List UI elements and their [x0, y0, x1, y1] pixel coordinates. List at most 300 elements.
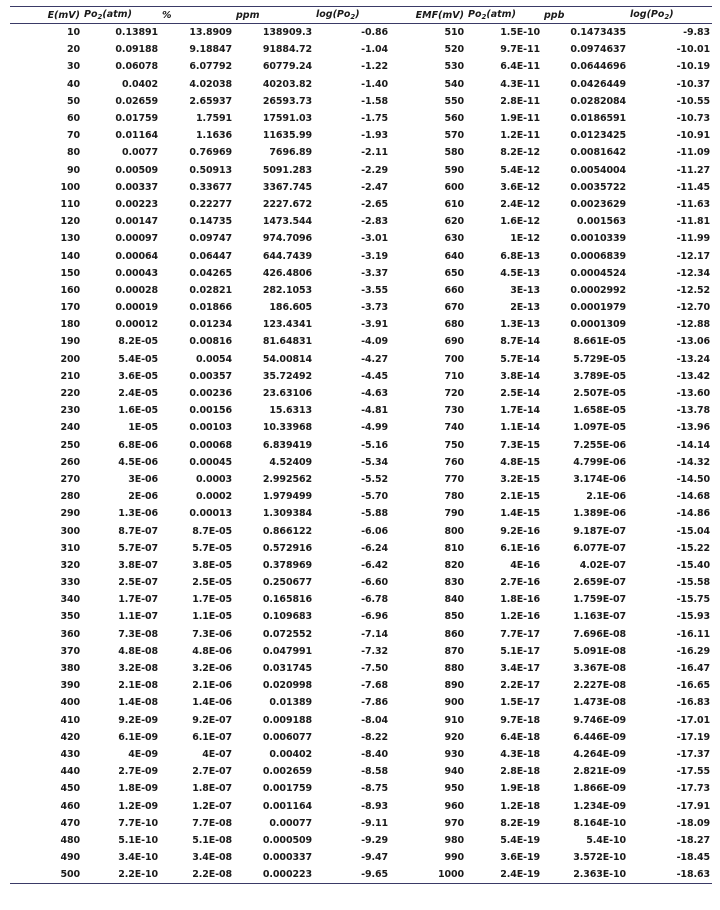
- table-cell: 2.1E-08: [118, 680, 158, 692]
- table-cell: -4.27: [361, 353, 388, 365]
- table-cell: 2.2E-17: [500, 680, 540, 692]
- table-cell: 2.5E-05: [192, 577, 232, 589]
- table-cell: -13.96: [676, 422, 710, 434]
- table-cell: 0.006077: [262, 731, 312, 743]
- table-cell: 880: [444, 663, 464, 675]
- table-cell: 0.165816: [262, 594, 312, 606]
- table-cell: 8.2E-12: [500, 147, 540, 159]
- table-cell: 4.264E-09: [573, 748, 626, 760]
- table-cell: -2.65: [361, 198, 388, 210]
- table-cell: 5.4E-10: [586, 834, 626, 846]
- table-cell: 974.7096: [262, 233, 312, 245]
- table-cell: 5.4E-19: [500, 834, 540, 846]
- table-cell: 330: [60, 577, 80, 589]
- table-row: [10, 540, 712, 557]
- table-cell: 1.8E-09: [118, 783, 158, 795]
- table-cell: -9.29: [361, 834, 388, 846]
- table-cell: 500: [60, 869, 80, 881]
- table-cell: -13.78: [676, 405, 710, 417]
- table-cell: 2.2E-08: [192, 869, 232, 881]
- table-cell: 35.72492: [262, 370, 312, 382]
- table-cell: 1E-05: [128, 422, 158, 434]
- table-row: [10, 162, 712, 179]
- table-cell: 6.8E-13: [500, 250, 540, 262]
- table-cell: 0.0054004: [570, 164, 626, 176]
- table-cell: 26593.73: [262, 95, 312, 107]
- table-cell: 0.00028: [115, 284, 158, 296]
- table-cell: 0.0006839: [570, 250, 626, 262]
- table-cell: 370: [60, 645, 80, 657]
- table-row: [10, 522, 712, 539]
- table-cell: 750: [444, 439, 464, 451]
- table-cell: 3.6E-19: [500, 852, 540, 864]
- table-cell: 0.06078: [115, 61, 158, 73]
- table-cell: 4.5E-06: [118, 456, 158, 468]
- table-cell: 840: [444, 594, 464, 606]
- table-cell: 4.02038: [189, 78, 232, 90]
- table-cell: 2227.672: [262, 198, 312, 210]
- table-cell: 0.0002992: [570, 284, 626, 296]
- table-cell: 0.000337: [262, 852, 312, 864]
- table-row: [10, 76, 712, 93]
- table-cell: 8.7E-14: [500, 336, 540, 348]
- table-cell: -6.60: [361, 577, 388, 589]
- table-cell: 0.378969: [262, 559, 312, 571]
- table-cell: -15.58: [676, 577, 710, 589]
- table-cell: -3.19: [361, 250, 388, 262]
- table-cell: 0.00402: [269, 748, 312, 760]
- table-cell: -8.40: [361, 748, 388, 760]
- table-cell: 7.696E-08: [573, 628, 626, 640]
- table-cell: 680: [444, 319, 464, 331]
- table-cell: 0.031745: [262, 663, 312, 675]
- table-cell: 3.6E-05: [118, 370, 158, 382]
- table-cell: 8.661E-05: [573, 336, 626, 348]
- table-cell: 0.866122: [262, 525, 312, 537]
- table-row: [10, 93, 712, 110]
- table-cell: 0.00077: [269, 817, 312, 829]
- table-cell: 2.363E-10: [573, 869, 626, 881]
- table-cell: -5.16: [361, 439, 388, 451]
- table-cell: 4E-07: [202, 748, 232, 760]
- table-cell: -4.63: [361, 388, 388, 400]
- column-header-text: log(Po: [630, 9, 665, 20]
- table-cell: 120: [60, 216, 80, 228]
- table-cell: 3.4E-17: [500, 663, 540, 675]
- table-cell: -2.47: [361, 181, 388, 193]
- table-cell: 1.4E-15: [500, 508, 540, 520]
- table-cell: 250: [60, 439, 80, 451]
- table-row: [10, 402, 712, 419]
- table-cell: 0.0003: [195, 473, 232, 485]
- table-cell: -2.11: [361, 147, 388, 159]
- table-cell: 860: [444, 628, 464, 640]
- table-cell: 410: [60, 714, 80, 726]
- table-cell: 282.1053: [262, 284, 312, 296]
- table-cell: 1.097E-05: [573, 422, 626, 434]
- table-row: [10, 832, 712, 849]
- table-cell: -1.75: [361, 113, 388, 125]
- table-cell: -13.06: [676, 336, 710, 348]
- table-cell: -1.58: [361, 95, 388, 107]
- table-row: [10, 58, 712, 75]
- table-cell: 0.0001309: [570, 319, 626, 331]
- table-cell: 430: [60, 748, 80, 760]
- table-cell: -12.34: [676, 267, 710, 279]
- table-cell: 3E-13: [510, 284, 540, 296]
- table-cell: -10.19: [676, 61, 710, 73]
- table-cell: 270: [60, 473, 80, 485]
- table-cell: -15.22: [676, 542, 710, 554]
- table-cell: 0.13891: [115, 27, 158, 39]
- header-row: [10, 7, 712, 24]
- table-row: [10, 729, 712, 746]
- table-cell: -3.37: [361, 267, 388, 279]
- column-header: [542, 7, 628, 24]
- table-row: [10, 437, 712, 454]
- table-cell: 0.0002: [195, 491, 232, 503]
- column-header-unit: (atm): [486, 9, 516, 20]
- table-cell: 180: [60, 319, 80, 331]
- table-cell: 0.00103: [189, 422, 232, 434]
- table-cell: -16.65: [676, 680, 710, 692]
- table-row: [10, 574, 712, 591]
- table-cell: 123.4341: [262, 319, 312, 331]
- table-row: [10, 265, 712, 282]
- table-row: [10, 660, 712, 677]
- table-cell: 2.65937: [189, 95, 232, 107]
- table-cell: 0.00816: [189, 336, 232, 348]
- table-cell: 0.0123425: [570, 130, 626, 142]
- table-cell: 320: [60, 559, 80, 571]
- table-cell: 0.01234: [189, 319, 232, 331]
- table-cell: -11.45: [676, 181, 710, 193]
- table-cell: 4.02E-07: [579, 559, 626, 571]
- table-cell: 5.7E-07: [118, 542, 158, 554]
- column-header: [82, 7, 160, 24]
- table-cell: 0.109683: [262, 611, 312, 623]
- table-cell: 0.00068: [189, 439, 232, 451]
- table-cell: 0.072552: [262, 628, 312, 640]
- table-cell: -3.01: [361, 233, 388, 245]
- table-cell: 2.4E-05: [118, 388, 158, 400]
- table-cell: 2.8E-11: [500, 95, 540, 107]
- table-cell: 0.01759: [115, 113, 158, 125]
- table-cell: 300: [60, 525, 80, 537]
- table-cell: 8.2E-19: [500, 817, 540, 829]
- table-row: [10, 849, 712, 866]
- column-header-text: Po: [468, 9, 482, 20]
- table-cell: 290: [60, 508, 80, 520]
- table-cell: 7.7E-08: [192, 817, 232, 829]
- table-cell: 6.077E-07: [573, 542, 626, 554]
- table-cell: -4.81: [361, 405, 388, 417]
- table-cell: -17.91: [676, 800, 710, 812]
- table-cell: -3.73: [361, 302, 388, 314]
- table-cell: -9.83: [683, 27, 710, 39]
- table-cell: 1.4E-06: [192, 697, 232, 709]
- table-cell: -2.83: [361, 216, 388, 228]
- table-cell: 3.2E-15: [500, 473, 540, 485]
- table-cell: 940: [444, 766, 464, 778]
- column-header-text: E(mV): [47, 9, 80, 21]
- table-row: [10, 333, 712, 350]
- column-header-subscript: 2: [350, 13, 356, 21]
- table-cell: 0.00019: [115, 302, 158, 314]
- table-cell: 740: [444, 422, 464, 434]
- table-row: [10, 110, 712, 127]
- table-cell: -8.22: [361, 731, 388, 743]
- table-cell: 150: [60, 267, 80, 279]
- table-cell: -5.52: [361, 473, 388, 485]
- table-row: [10, 505, 712, 522]
- table-cell: 910: [444, 714, 464, 726]
- table-cell: -13.24: [676, 353, 710, 365]
- table-row: [10, 608, 712, 625]
- table-cell: 3367.745: [262, 181, 312, 193]
- table-cell: 400: [60, 697, 80, 709]
- table-cell: 40: [66, 78, 80, 90]
- table-cell: -7.68: [361, 680, 388, 692]
- table-cell: 710: [444, 370, 464, 382]
- table-cell: 2.4E-19: [500, 869, 540, 881]
- table-cell: 890: [444, 680, 464, 692]
- table-cell: 2.4E-12: [500, 198, 540, 210]
- table-cell: 0.01866: [189, 302, 232, 314]
- table-cell: 0.0974637: [570, 44, 626, 56]
- table-cell: 960: [444, 800, 464, 812]
- table-cell: -11.09: [676, 147, 710, 159]
- table-cell: -8.75: [361, 783, 388, 795]
- table-cell: 6.8E-06: [118, 439, 158, 451]
- table-cell: 8.2E-05: [118, 336, 158, 348]
- table-cell: 0.76969: [189, 147, 232, 159]
- table-cell: 4.52409: [269, 456, 312, 468]
- table-cell: -14.14: [676, 439, 710, 451]
- table-cell: 4E-09: [128, 748, 158, 760]
- table-cell: 7.255E-06: [573, 439, 626, 451]
- column-header-text: EMF(mV): [415, 9, 464, 21]
- column-header-unit: (atm): [102, 9, 132, 20]
- table-cell: -10.91: [676, 130, 710, 142]
- column-header-text: log(Po: [316, 9, 351, 20]
- table-cell: 780: [444, 491, 464, 503]
- table-cell: -6.78: [361, 594, 388, 606]
- table-cell: -6.96: [361, 611, 388, 623]
- table-cell: 0.0402: [121, 78, 158, 90]
- table-cell: -4.99: [361, 422, 388, 434]
- table-cell: 980: [444, 834, 464, 846]
- table-cell: -3.55: [361, 284, 388, 296]
- table-cell: 2.5E-14: [500, 388, 540, 400]
- table-row: [10, 127, 712, 144]
- table-row: [10, 746, 712, 763]
- table-cell: 340: [60, 594, 80, 606]
- table-cell: 1.7E-14: [500, 405, 540, 417]
- table-cell: 1.3E-13: [500, 319, 540, 331]
- table-cell: 0.33677: [189, 181, 232, 193]
- table-row: [10, 316, 712, 333]
- table-cell: 700: [444, 353, 464, 365]
- table-cell: 20: [66, 44, 80, 56]
- table-cell: 0.01389: [269, 697, 312, 709]
- table-cell: 3.367E-08: [573, 663, 626, 675]
- table-cell: 0.000509: [262, 834, 312, 846]
- table-cell: 6.446E-09: [573, 731, 626, 743]
- table-row: [10, 866, 712, 883]
- table-cell: -11.99: [676, 233, 710, 245]
- column-header-subscript: 2: [97, 13, 103, 21]
- table-cell: 3.2E-06: [192, 663, 232, 675]
- table-cell: 950: [444, 783, 464, 795]
- table-cell: 900: [444, 697, 464, 709]
- table-cell: 1.1E-14: [500, 422, 540, 434]
- column-header-unit: ): [355, 9, 360, 20]
- table-row: [10, 230, 712, 247]
- table-cell: -4.09: [361, 336, 388, 348]
- table-cell: 6.1E-07: [192, 731, 232, 743]
- table-row: [10, 454, 712, 471]
- table-cell: 1.1E-05: [192, 611, 232, 623]
- table-cell: 450: [60, 783, 80, 795]
- table-cell: -17.37: [676, 748, 710, 760]
- table-cell: 2.2E-10: [118, 869, 158, 881]
- table-cell: 530: [444, 61, 464, 73]
- table-cell: 40203.82: [262, 78, 312, 90]
- table-cell: 580: [444, 147, 464, 159]
- table-cell: 0.001759: [262, 783, 312, 795]
- table-cell: -4.45: [361, 370, 388, 382]
- table-cell: 5.1E-10: [118, 834, 158, 846]
- table-row: [10, 299, 712, 316]
- table-cell: 3.2E-08: [118, 663, 158, 675]
- table-cell: 2.1E-06: [586, 491, 626, 503]
- table-cell: 2.8E-18: [500, 766, 540, 778]
- table-cell: 8.164E-10: [573, 817, 626, 829]
- table-cell: 4.8E-08: [118, 645, 158, 657]
- column-header-subscript: 2: [664, 13, 670, 21]
- table-cell: 4.8E-15: [500, 456, 540, 468]
- table-cell: 630: [444, 233, 464, 245]
- table-cell: 2.992562: [262, 473, 312, 485]
- table-cell: 3.8E-05: [192, 559, 232, 571]
- table-cell: 650: [444, 267, 464, 279]
- table-cell: 0.02821: [189, 284, 232, 296]
- table-cell: 2.7E-16: [500, 577, 540, 589]
- table-cell: 70: [66, 130, 80, 142]
- table-cell: -0.86: [361, 27, 388, 39]
- table-cell: 2.7E-07: [192, 766, 232, 778]
- table-cell: 4.8E-06: [192, 645, 232, 657]
- table-cell: 6.839419: [262, 439, 312, 451]
- table-cell: 130: [60, 233, 80, 245]
- table-cell: 6.4E-18: [500, 731, 540, 743]
- table-cell: 1.5E-10: [500, 27, 540, 39]
- table-cell: 6.07792: [189, 61, 232, 73]
- table-cell: 1.1636: [195, 130, 232, 142]
- table-row: [10, 179, 712, 196]
- table-cell: 0.1473435: [570, 27, 626, 39]
- table-cell: 620: [444, 216, 464, 228]
- table-cell: 660: [444, 284, 464, 296]
- table-cell: 9.18847: [189, 44, 232, 56]
- table-cell: 80: [66, 147, 80, 159]
- table-cell: 3.8E-14: [500, 370, 540, 382]
- table-cell: 920: [444, 731, 464, 743]
- oxygen-partial-pressure-table: [10, 7, 712, 883]
- table-cell: 91884.72: [262, 44, 312, 56]
- table-cell: 800: [444, 525, 464, 537]
- column-header: [390, 7, 466, 24]
- table-cell: 0.009188: [262, 714, 312, 726]
- table-cell: 7.3E-06: [192, 628, 232, 640]
- table-cell: 138909.3: [262, 27, 312, 39]
- table-cell: -7.86: [361, 697, 388, 709]
- table-cell: 810: [444, 542, 464, 554]
- table-cell: 770: [444, 473, 464, 485]
- table-cell: 1.1E-07: [118, 611, 158, 623]
- table-cell: 1.5E-17: [500, 697, 540, 709]
- table-cell: -10.73: [676, 113, 710, 125]
- table-row: [10, 797, 712, 814]
- table-cell: 0.00357: [189, 370, 232, 382]
- table-cell: 520: [444, 44, 464, 56]
- table-cell: 590: [444, 164, 464, 176]
- table-cell: 1.979499: [262, 491, 312, 503]
- table-cell: -1.93: [361, 130, 388, 142]
- table-body: [10, 24, 712, 884]
- table-cell: 0.0035722: [570, 181, 626, 193]
- table-cell: 730: [444, 405, 464, 417]
- table-cell: 17591.03: [262, 113, 312, 125]
- table-cell: -16.11: [676, 628, 710, 640]
- table-cell: 0.00236: [189, 388, 232, 400]
- table-cell: 850: [444, 611, 464, 623]
- table-cell: 1.3E-06: [118, 508, 158, 520]
- table-cell: 0.00337: [115, 181, 158, 193]
- table-cell: 0.00043: [115, 267, 158, 279]
- table-cell: 9.187E-07: [573, 525, 626, 537]
- table-cell: 1000: [437, 869, 464, 881]
- table-cell: 360: [60, 628, 80, 640]
- table-cell: 0.0081642: [570, 147, 626, 159]
- column-header: [628, 7, 712, 24]
- table-cell: -12.88: [676, 319, 710, 331]
- table-cell: 5.1E-17: [500, 645, 540, 657]
- table-cell: -6.06: [361, 525, 388, 537]
- table-cell: 260: [60, 456, 80, 468]
- table-cell: 5091.283: [262, 164, 312, 176]
- table-cell: 0.00223: [115, 198, 158, 210]
- table-cell: 1.2E-07: [192, 800, 232, 812]
- table-cell: -13.60: [676, 388, 710, 400]
- table-cell: 0.0004524: [570, 267, 626, 279]
- table-cell: -14.68: [676, 491, 710, 503]
- table-cell: -17.01: [676, 714, 710, 726]
- table-cell: 0.02659: [115, 95, 158, 107]
- table-header: [10, 7, 712, 24]
- table-cell: 990: [444, 852, 464, 864]
- table-cell: -16.29: [676, 645, 710, 657]
- table-cell: -5.70: [361, 491, 388, 503]
- table-cell: 81.64831: [262, 336, 312, 348]
- table-row: [10, 626, 712, 643]
- table-row: [10, 247, 712, 264]
- table-cell: -18.45: [676, 852, 710, 864]
- table-cell: 1473.544: [262, 216, 312, 228]
- table-cell: 6.4E-11: [500, 61, 540, 73]
- table-cell: 0.0644696: [570, 61, 626, 73]
